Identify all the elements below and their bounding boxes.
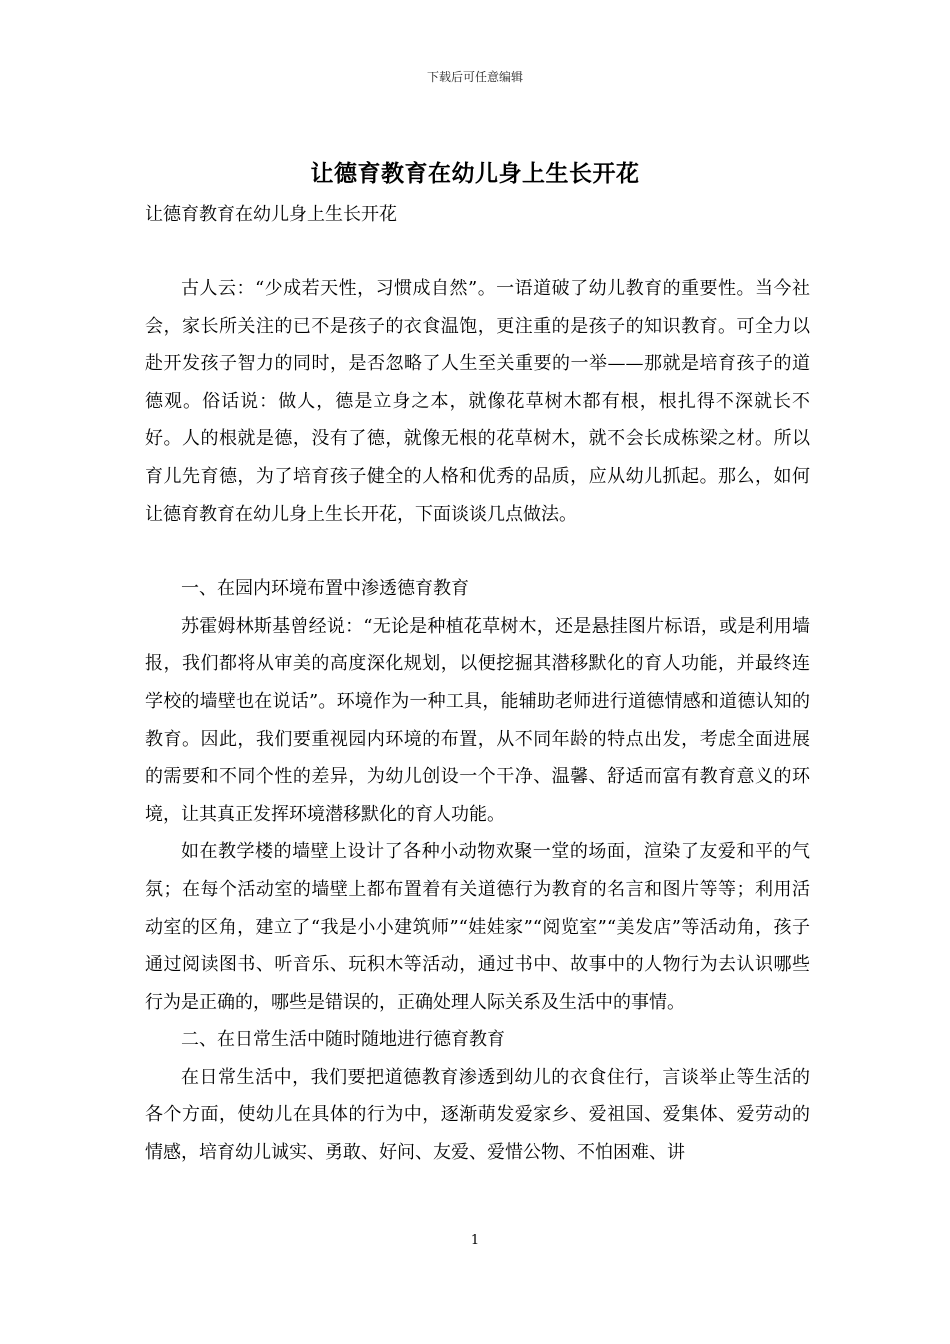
paragraph-section1-a: 苏霍姆林斯基曾经说：“无论是种植花草树木，还是悬挂图片标语，或是利用墙报，我们都将从审美的高度深化规划，以便挖掘其潜移默化的育人功能，并最终连学校的墙壁也在说话”。环境作为一种工具，能辅助老师进行道德情感和道德认知的教育。因此，我们要重视园内环境的布置，从不同年龄的特点出发，考虑全面进展的需要和不同个性的差异，为幼儿创设一个干净、温馨、舒适而富有教育意义的环境，让其真正发挥环境潜移默化的育人功能。 [145,615,810,825]
document-body [145,270,810,1172]
document-title: 让德育教育在幼儿身上生长开花 [310,160,640,187]
paragraph-section1-b: 如在教学楼的墙壁上设计了各种小动物欢聚一堂的场面，渲染了友爱和平的气氛；在每个活动室的墙壁上都布置着有关道德行为教育的名言和图片等等；利用活动室的区角，建立了“我是小小建筑师”“娃娃家”“阅览室”“美发店”等活动角，孩子通过阅读图书、听音乐、玩积木等活动，通过书中、故事中的人物行为去认识哪些行为是正确的，哪些是错误的，正确处理人际关系及生活中的事情。 [145,841,810,1013]
paragraph-section2-a: 在日常生活中，我们要把道德教育渗透到幼儿的衣食住行，言谈举止等生活的各个方面，使幼儿在具体的行为中，逐渐萌发爱家乡、爱祖国、爱集体、爱劳动的情感，培育幼儿诚实、勇敢、好问、友爱、爱惜公物、不怕困难、讲 [145,1066,810,1164]
page-number: 1 [470,1233,480,1248]
paragraph-intro: 古人云：“少成若天性，习惯成自然”。一语道破了幼儿教育的重要性。当今社会，家长所关注的已不是孩子的衣食温饱，更注重的是孩子的知识教育。可全力以赴开发孩子智力的同时，是否忽略了人生至关重要的一举——那就是培育孩子的道德观。俗话说：做人，德是立身之本，就像花草树木都有根，根扎得不深就长不好。人的根就是德，没有了德，就像无根的花草树木，就不会长成栋梁之材。所以育儿先育德，为了培育孩子健全的人格和优秀的品质，应从幼儿抓起。那么，如何让德育教育在幼儿身上生长开花，下面谈谈几点做法。 [145,278,810,525]
document-subtitle: 让德育教育在幼儿身上生长开花 [145,204,397,225]
section-heading-1: 一、在园内环境布置中渗透德育教育 [181,578,469,600]
header-note: 下载后可任意编辑 [426,70,523,84]
section-heading-2: 二、在日常生活中随时随地进行德育教育 [181,1029,505,1051]
